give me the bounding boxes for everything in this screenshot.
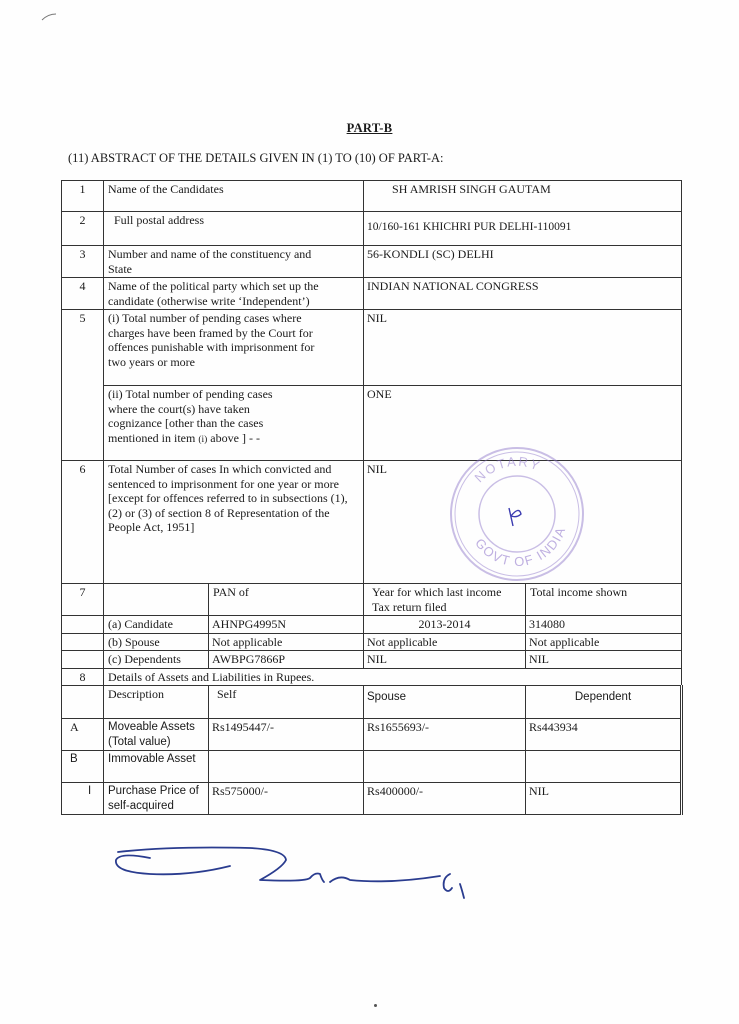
spouse-cell: Rs1655693/- <box>364 719 526 751</box>
table-row <box>62 278 682 310</box>
row-value: SH AMRISH SINGH GAUTAM <box>364 181 682 212</box>
row-label: Purchase Price of self-acquired <box>104 783 209 815</box>
row-number <box>62 633 104 651</box>
row-number: 6 <box>62 461 104 584</box>
row-number: 5 <box>62 310 104 461</box>
table-row <box>62 616 682 634</box>
table-row <box>62 633 682 651</box>
row-value: INDIAN NATIONAL CONGRESS <box>364 278 682 310</box>
spouse-cell: Rs400000/- <box>364 783 526 815</box>
row-label: Moveable Assets (Total value) <box>104 719 209 751</box>
row-label: Full postal address <box>104 212 364 246</box>
stamp-text-bottom: GOVT OF INDIA <box>472 524 569 570</box>
self-cell <box>209 751 364 783</box>
row-number <box>62 616 104 634</box>
row-label: (i) Total number of pending cases where charges have been framed by the Court for offences punishable with imprisonment for two years or more <box>104 310 364 386</box>
item-ref: (i) <box>198 434 208 445</box>
table-row <box>62 386 682 461</box>
row-number: 8 <box>62 668 104 686</box>
table-row <box>62 181 682 212</box>
column-header: Dependent <box>526 686 682 719</box>
income-cell: 314080 <box>526 616 682 634</box>
year-cell: NIL <box>364 651 526 669</box>
row-number <box>62 686 104 719</box>
row-number: 1 <box>62 181 104 212</box>
dependent-cell <box>526 751 682 783</box>
pan-cell: Not applicable <box>209 633 364 651</box>
dependent-cell: NIL <box>526 783 682 815</box>
year-cell: Not applicable <box>364 633 526 651</box>
row-value: ONE <box>364 386 682 461</box>
table-row <box>62 751 682 783</box>
notary-stamp <box>447 444 587 584</box>
row-label: Name of the political party which set up the candidate (otherwise write ‘Independent’) <box>104 278 364 310</box>
page-title: PART-B <box>346 121 393 135</box>
row-number <box>62 651 104 669</box>
self-cell: Rs575000/- <box>209 783 364 815</box>
row-label: Total Number of cases In which convicted and sentenced to imprisonment for one year or more [except for offences referred to in subsections (1), (2) or (3) of section 8 of Representation of the People Act, 1951] <box>104 461 364 584</box>
table-row <box>62 719 682 751</box>
income-cell: NIL <box>526 651 682 669</box>
row-label: (c) Dependents <box>104 651 209 669</box>
table-row <box>62 584 682 616</box>
row-value: NIL <box>364 461 682 584</box>
stamp-text-top: NOTARY <box>471 453 544 486</box>
column-header: Self <box>209 686 364 719</box>
row-value: 10/160-161 KHICHRI PUR DELHI-110091 <box>364 212 682 246</box>
row-label: Number and name of the constituency and State <box>104 246 364 278</box>
row-label: Name of the Candidates <box>104 181 364 212</box>
dependent-cell: Rs443934 <box>526 719 682 751</box>
column-header: Spouse <box>364 686 526 719</box>
row-label <box>104 386 364 461</box>
column-header: Year for which last income Tax return filed <box>364 584 526 616</box>
spouse-cell <box>364 751 526 783</box>
self-cell: Rs1495447/- <box>209 719 364 751</box>
section-heading: (11) ABSTRACT OF THE DETAILS GIVEN IN (1) TO (10) OF PART-A: <box>68 151 444 165</box>
row-label: (b) Spouse <box>104 633 209 651</box>
row-label: Immovable Asset <box>104 751 209 783</box>
pan-cell: AHNPG4995N <box>209 616 364 634</box>
row-number: 4 <box>62 278 104 310</box>
row-number: A <box>62 719 104 751</box>
table-row <box>62 668 682 686</box>
signature <box>110 838 500 918</box>
row-number: 2 <box>62 212 104 246</box>
corner-mark <box>40 12 60 22</box>
scan-speck <box>374 1004 377 1007</box>
table-row <box>62 310 682 386</box>
row-label-text: (ii) Total number of pending cases where the court(s) have taken cognizance [other than the cases mentioned in item <box>108 387 273 445</box>
row-number: 3 <box>62 246 104 278</box>
row-label-text: above ] - - <box>207 430 260 445</box>
abstract-table <box>61 180 683 815</box>
row-number: I <box>62 783 104 815</box>
column-header: Description <box>104 686 209 719</box>
income-cell: Not applicable <box>526 633 682 651</box>
table-row <box>62 246 682 278</box>
table-row <box>62 461 682 584</box>
row-value: 56-KONDLI (SC) DELHI <box>364 246 682 278</box>
row-label: (a) Candidate <box>104 616 209 634</box>
column-header: Total income shown <box>526 584 682 616</box>
pan-cell: AWBPG7866P <box>209 651 364 669</box>
table-row <box>62 651 682 669</box>
table-row <box>62 686 682 719</box>
row-number: 7 <box>62 584 104 616</box>
table-row <box>62 783 682 815</box>
row-label: Details of Assets and Liabilities in Rupees. <box>104 668 682 686</box>
column-header: PAN of <box>209 584 364 616</box>
row-number: B <box>62 751 104 783</box>
row-label <box>104 584 209 616</box>
table-row <box>62 212 682 246</box>
year-cell: 2013-2014 <box>364 616 526 634</box>
row-value: NIL <box>364 310 682 386</box>
